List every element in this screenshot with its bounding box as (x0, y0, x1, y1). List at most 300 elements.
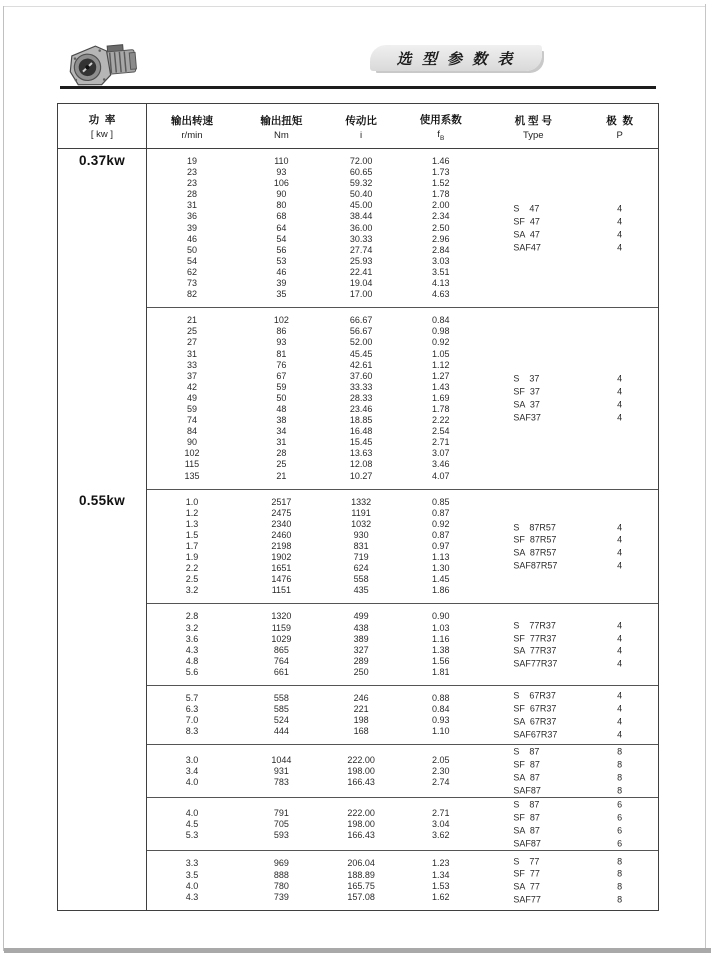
factor-value: 1.86 (432, 585, 450, 596)
ratio-value: 12.08 (349, 459, 373, 470)
table-row (147, 360, 658, 371)
ratio-value: 327 (353, 644, 369, 655)
torque-value: 86 (276, 326, 287, 337)
section-data (147, 149, 658, 307)
factor-value: 1.46 (432, 156, 450, 166)
torque-value: 68 (276, 211, 287, 222)
table-section-3 (58, 489, 658, 604)
factor-value: 2.30 (432, 765, 450, 776)
torque-value: 102 (273, 315, 289, 326)
speed-value: 3.2 (185, 622, 199, 633)
ratio-value: 1032 (351, 518, 372, 529)
speed-value: 4.0 (185, 776, 199, 787)
header-factor-en (437, 129, 444, 142)
ratio-value: 36.00 (349, 222, 373, 233)
type-block (147, 799, 658, 850)
ratio-value: 19.04 (349, 278, 373, 289)
type-label: SF 47 (513, 216, 540, 227)
table-row (147, 156, 658, 167)
table-row (147, 448, 658, 459)
type-label: SAF77 (513, 894, 541, 905)
factor-value: 3.07 (432, 448, 450, 459)
factor-value: 2.50 (432, 222, 450, 233)
ratio-value: 33.33 (349, 381, 373, 392)
factor-value: 2.71 (432, 807, 450, 818)
table-row (147, 315, 658, 326)
type-row (147, 715, 658, 728)
speed-value: 31 (186, 348, 197, 359)
page-edge-top (3, 6, 706, 7)
factor-value: 0.88 (432, 693, 450, 704)
speed-value: 42 (186, 381, 197, 392)
ratio-value: 22.41 (349, 266, 373, 277)
torque-value: 764 (273, 655, 289, 666)
table-row (147, 278, 658, 289)
ratio-value: 59.32 (349, 178, 373, 189)
type-label: SF 87R57 (513, 534, 557, 545)
speed-value: 1.2 (185, 507, 199, 518)
torque-value: 593 (273, 829, 289, 840)
type-row (147, 728, 658, 741)
type-label: S 87 (513, 746, 540, 757)
speed-value: 5.3 (185, 829, 199, 840)
ratio-value: 435 (353, 585, 369, 596)
header-rule (60, 86, 656, 89)
ratio-value: 17.00 (349, 289, 373, 300)
type-row (147, 398, 658, 411)
type-row (147, 228, 658, 241)
factor-value: 1.73 (432, 167, 450, 178)
speed-value: 1.0 (185, 496, 199, 507)
table-header-data (147, 104, 658, 148)
poles-value: 4 (617, 716, 623, 727)
torque-value: 705 (273, 818, 289, 829)
type-block (147, 855, 658, 906)
ratio-value: 72.00 (349, 156, 373, 166)
type-label: SA 87 (513, 825, 540, 836)
table-section-7 (58, 797, 658, 850)
torque-value: 21 (276, 470, 287, 481)
factor-value: 1.52 (432, 178, 450, 189)
speed-value: 1.3 (185, 518, 199, 529)
header-poles (581, 104, 658, 148)
factor-value: 0.93 (432, 715, 450, 726)
type-label: SA 87 (513, 772, 540, 783)
table-row (147, 426, 658, 437)
table-row (147, 459, 658, 470)
poles-value: 4 (617, 560, 623, 571)
type-label: SF 87 (513, 759, 540, 770)
torque-value: 67 (276, 370, 287, 381)
ratio-value: 50.40 (349, 189, 373, 200)
torque-value: 28 (276, 448, 287, 459)
table-row (147, 167, 658, 178)
speed-value: 5.6 (185, 666, 199, 677)
power-cell (58, 603, 147, 685)
type-row (147, 370, 658, 386)
type-row (147, 645, 658, 658)
ratio-value: 246 (353, 693, 369, 704)
power-cell (58, 307, 147, 488)
poles-value: 4 (617, 229, 623, 240)
header-speed-cn: 输出转速 (170, 115, 213, 127)
speed-value: 5.7 (185, 693, 199, 704)
speed-value: 31 (186, 200, 197, 211)
torque-value: 888 (273, 869, 289, 880)
table-row (147, 585, 658, 596)
ratio-value: 45.45 (349, 348, 373, 359)
torque-value: 1320 (271, 611, 292, 622)
page-edge-bottom (4, 948, 711, 953)
type-row (147, 771, 658, 784)
ratio-value: 10.27 (349, 470, 373, 481)
type-label: SF 67R37 (513, 703, 557, 714)
power-cell (58, 149, 147, 307)
table-row (147, 337, 658, 348)
type-label: S 87R57 (513, 521, 556, 532)
torque-value: 524 (273, 715, 289, 726)
type-label: SA 37 (513, 399, 540, 410)
poles-value: 4 (617, 620, 623, 631)
type-row (147, 855, 658, 868)
torque-value: 34 (276, 426, 287, 437)
table-row (147, 574, 658, 585)
poles-value: 4 (617, 399, 623, 410)
poles-value: 8 (617, 785, 623, 796)
ratio-value: 188.89 (347, 869, 375, 880)
table-row (147, 178, 658, 189)
speed-value: 27 (186, 337, 197, 348)
type-label: SF 37 (513, 386, 540, 397)
factor-value: 1.10 (432, 726, 450, 737)
poles-value: 8 (617, 881, 623, 892)
torque-value: 1044 (271, 754, 292, 765)
ratio-value: 66.67 (349, 315, 373, 326)
type-block (147, 518, 658, 572)
speed-value: 74 (186, 415, 197, 426)
type-row (147, 759, 658, 772)
torque-value: 48 (276, 403, 287, 414)
factor-value: 1.16 (432, 633, 450, 644)
header-power (58, 104, 147, 148)
poles-value: 4 (617, 203, 623, 214)
speed-value: 46 (186, 233, 197, 244)
torque-value: 50 (276, 392, 287, 403)
poles-value: 4 (617, 241, 623, 252)
table-row (147, 497, 658, 508)
torque-value: 38 (276, 415, 287, 426)
speed-value: 82 (186, 289, 197, 300)
speed-value: 23 (186, 178, 197, 189)
poles-value: 6 (617, 838, 623, 849)
ratio-value: 719 (353, 552, 369, 563)
factor-value: 2.22 (432, 415, 450, 426)
type-row (147, 215, 658, 228)
speed-value: 21 (186, 315, 197, 326)
torque-value: 25 (276, 459, 287, 470)
poles-value: 8 (617, 894, 623, 905)
factor-value: 1.03 (432, 622, 450, 633)
ratio-value: 38.44 (349, 211, 373, 222)
poles-value: 8 (617, 759, 623, 770)
speed-value: 54 (186, 255, 197, 266)
factor-value: 1.38 (432, 644, 450, 655)
poles-value: 4 (617, 386, 623, 397)
header-torque-en: Nm (273, 130, 289, 141)
power-cell (58, 797, 147, 850)
type-row (147, 784, 658, 797)
type-block (147, 203, 658, 254)
ratio-value: 166.43 (347, 776, 375, 787)
ratio-value: 15.45 (349, 437, 373, 448)
factor-value: 0.97 (432, 541, 450, 551)
speed-value: 50 (186, 244, 197, 255)
torque-value: 39 (276, 278, 287, 289)
ratio-value: 198 (353, 715, 369, 726)
type-row (147, 559, 658, 572)
ratio-value: 18.85 (349, 415, 373, 426)
ratio-value: 42.61 (349, 359, 373, 370)
table-row (147, 267, 658, 278)
header-type-cn: 机 型 号 (514, 115, 552, 127)
speed-value: 36 (186, 211, 197, 222)
torque-value: 106 (273, 178, 289, 189)
table-sections (58, 149, 658, 910)
power-label: 0.37kw (78, 153, 126, 168)
speed-value: 84 (186, 426, 197, 437)
torque-value: 558 (273, 693, 289, 704)
speed-value: 6.3 (185, 704, 199, 715)
speed-value: 3.0 (185, 754, 199, 765)
factor-value: 2.74 (432, 776, 450, 787)
type-row (147, 386, 658, 399)
torque-value: 110 (274, 156, 289, 166)
torque-value: 53 (276, 255, 287, 266)
header-type-en: Type (522, 130, 544, 141)
type-row (147, 812, 658, 825)
torque-value: 585 (273, 704, 289, 715)
type-row (147, 518, 658, 534)
speed-value: 4.3 (185, 644, 199, 655)
title-banner (370, 45, 542, 71)
torque-value: 865 (273, 644, 289, 655)
ratio-value: 45.00 (349, 200, 373, 211)
factor-value: 2.71 (432, 437, 450, 448)
poles-value: 4 (617, 547, 623, 558)
speed-value: 3.3 (185, 858, 199, 869)
type-row (147, 868, 658, 881)
poles-value: 4 (617, 645, 623, 656)
speed-value: 4.0 (185, 807, 199, 818)
torque-value: 1151 (271, 585, 292, 596)
factor-value: 0.84 (432, 315, 450, 326)
factor-value: 2.34 (432, 211, 450, 222)
poles-value: 8 (617, 772, 623, 783)
ratio-value: 166.43 (347, 829, 375, 840)
speed-value: 4.3 (185, 891, 199, 902)
factor-value: 0.87 (432, 529, 450, 540)
type-block (147, 746, 658, 797)
ratio-value: 168 (353, 726, 369, 737)
speed-value: 4.8 (185, 655, 199, 666)
type-label: SAF67R37 (513, 729, 558, 740)
factor-value: 4.63 (432, 289, 450, 300)
section-data (147, 685, 658, 744)
speed-value: 3.5 (185, 869, 199, 880)
header-power-cn: 功 率 (88, 114, 116, 126)
speed-value: 19 (186, 156, 197, 166)
torque-value: 93 (276, 337, 287, 348)
power-cell (58, 744, 147, 797)
type-row (147, 411, 658, 424)
poles-value: 4 (617, 412, 623, 423)
type-row (147, 893, 658, 906)
type-label: SAF37 (513, 412, 541, 423)
header-torque-cn: 输出扭矩 (260, 115, 303, 127)
torque-value: 661 (273, 666, 289, 677)
torque-value: 2460 (271, 529, 292, 540)
speed-value: 3.6 (185, 633, 199, 644)
table-section-8 (58, 850, 658, 909)
torque-value: 791 (273, 807, 289, 818)
type-row (147, 547, 658, 560)
ratio-value: 1332 (351, 496, 372, 507)
ratio-value: 56.67 (349, 326, 373, 337)
speed-value: 28 (186, 189, 197, 200)
table-row (147, 256, 658, 267)
factor-value: 3.04 (432, 818, 450, 829)
torque-value: 64 (276, 222, 287, 233)
selection-table (57, 103, 659, 911)
torque-value: 2517 (271, 496, 292, 507)
type-label: SA 47 (513, 229, 540, 240)
torque-value: 90 (276, 189, 287, 200)
ratio-value: 222.00 (347, 807, 375, 818)
ratio-value: 250 (353, 666, 369, 677)
type-row (147, 241, 658, 254)
type-label: SA 77 (513, 881, 540, 892)
poles-value: 4 (617, 521, 623, 532)
ratio-value: 198.00 (347, 818, 375, 829)
ratio-value: 624 (353, 563, 369, 574)
table-section-2 (58, 307, 658, 488)
factor-value: 1.81 (432, 666, 450, 677)
factor-value: 1.13 (432, 552, 450, 563)
factor-value: 1.23 (432, 858, 450, 869)
gearmotor-icon (66, 38, 140, 90)
table-row (147, 189, 658, 200)
ratio-value: 23.46 (349, 403, 373, 414)
poles-value: 6 (617, 812, 623, 823)
type-row (147, 619, 658, 632)
torque-value: 780 (273, 880, 289, 891)
poles-value: 4 (617, 534, 623, 545)
ratio-value: 13.63 (349, 448, 373, 459)
type-label: SAF87 (513, 838, 541, 849)
poles-value: 4 (617, 703, 623, 714)
speed-value: 8.3 (185, 726, 199, 737)
factor-value: 1.27 (432, 370, 450, 381)
header-torque (237, 104, 326, 148)
header-poles-en: P (616, 130, 623, 141)
speed-value: 2.5 (185, 574, 199, 585)
type-label: SF 77R37 (513, 632, 557, 643)
factor-value: 1.05 (432, 348, 450, 359)
table-row (147, 437, 658, 448)
factor-value: 4.13 (432, 278, 450, 289)
type-label: S 67R37 (513, 690, 556, 701)
poles-value: 6 (617, 825, 623, 836)
section-data (147, 603, 658, 685)
section-data (147, 489, 658, 604)
type-row (147, 690, 658, 703)
ratio-value: 438 (353, 622, 369, 633)
header-poles-cn: 极 数 (606, 115, 634, 127)
torque-value: 1476 (271, 574, 292, 585)
torque-value: 739 (273, 891, 289, 902)
poles-value: 8 (617, 868, 623, 879)
speed-value: 49 (186, 392, 197, 403)
torque-value: 80 (276, 200, 287, 211)
ratio-value: 1191 (351, 507, 371, 518)
speed-value: 4.5 (185, 818, 199, 829)
speed-value: 37 (186, 370, 197, 381)
ratio-value: 222.00 (347, 754, 375, 765)
section-data (147, 307, 658, 488)
header-type (485, 104, 581, 148)
speed-value: 135 (184, 470, 200, 481)
factor-value: 2.54 (432, 426, 450, 437)
section-data (147, 850, 658, 909)
ratio-value: 221 (353, 704, 369, 715)
power-cell (58, 850, 147, 909)
table-section-6 (58, 744, 658, 797)
type-label: SAF77R37 (513, 658, 558, 669)
factor-value: 1.30 (432, 563, 450, 574)
factor-value: 1.45 (432, 574, 450, 585)
torque-value: 444 (273, 726, 289, 737)
poles-value: 4 (617, 690, 623, 701)
factor-value: 0.98 (432, 326, 450, 337)
ratio-value: 16.48 (349, 426, 373, 437)
type-label: S 77R37 (513, 620, 556, 631)
speed-value: 2.8 (185, 611, 199, 622)
type-row (147, 632, 658, 645)
ratio-value: 930 (353, 529, 369, 540)
ratio-value: 60.65 (349, 167, 373, 178)
factor-value: 0.84 (432, 704, 450, 715)
factor-symbol: f (437, 129, 440, 141)
factor-value: 3.03 (432, 255, 450, 266)
torque-value: 35 (276, 289, 287, 300)
poles-value: 4 (617, 729, 623, 740)
type-block (147, 619, 658, 670)
factor-value: 2.96 (432, 233, 450, 244)
factor-value: 0.92 (432, 337, 450, 348)
torque-value: 783 (273, 776, 289, 787)
table-row (147, 508, 658, 519)
type-label: S 87 (513, 799, 540, 810)
type-row (147, 655, 658, 671)
torque-value: 56 (276, 244, 287, 255)
speed-value: 7.0 (185, 715, 199, 726)
ratio-value: 27.74 (349, 244, 373, 255)
table-row (147, 471, 658, 482)
ratio-value: 52.00 (349, 337, 373, 348)
torque-value: 59 (276, 381, 287, 392)
table-header (58, 104, 658, 149)
torque-value: 54 (276, 233, 287, 244)
